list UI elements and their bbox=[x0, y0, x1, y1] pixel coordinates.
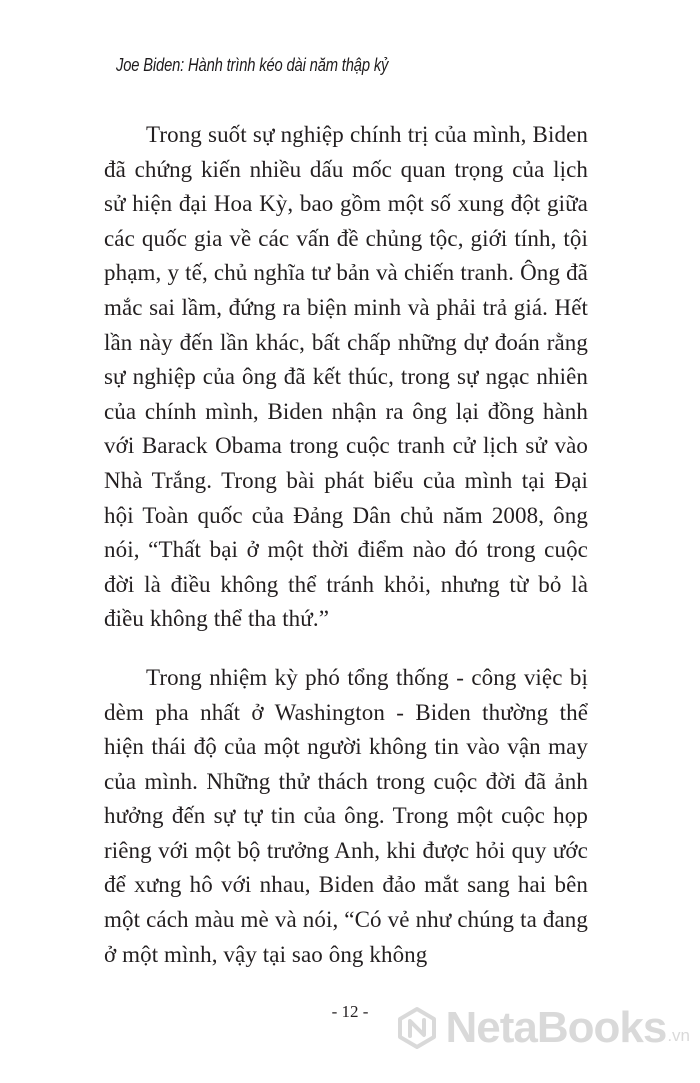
running-header: Joe Biden: Hành trình kéo dài năm thập kỷ bbox=[116, 55, 389, 75]
netabooks-logo-icon bbox=[395, 1006, 439, 1050]
page-number: - 12 - bbox=[331, 1002, 369, 1021]
watermark-name: NetaBooks bbox=[445, 1003, 667, 1052]
paragraph: Trong suốt sự nghiệp chính trị của mình, Biden đã chứng kiến nhiều dấu mốc quan trọng của lịch sử hiện đại Hoa Kỳ, bao gồm một số xung đột giữa các quốc gia về các vấn đề chủng tộc, giới tính, tội phạm, y tế, chủ nghĩa tư bản và chiến tranh. Ông đã mắc sai lầm, đứng ra biện minh và phải trả giá. Hết lần này đến lần khác, bất chấp những dự đoán rằng sự nghiệp của ông đã kết thúc, trong sự ngạc nhiên của chính mình, Biden nhận ra ông lại đồng hành với Barack Obama trong cuộc tranh cử lịch sử vào Nhà Trắng. Trong bài phát biểu của mình tại Đại hội Toàn quốc của Đảng Dân chủ năm 2008, ông nói, “Thất bại ở một thời điểm nào đó trong cuộc đời là điều không thể tránh khỏi, nhưng từ bỏ là điều không thể tha thứ.” bbox=[104, 122, 588, 632]
paragraph: Trong nhiệm kỳ phó tổng thống - công việc bị dèm pha nhất ở Washington - Biden thường thể hiện thái độ của một người không tin vào vận may của mình. Những thử thách trong cuộc đời đã ảnh hưởng đến sự tự tin của ông. Trong một cuộc họp riêng với một bộ trưởng Anh, khi được hỏi quy ước để xưng hô với nhau, Biden đảo mắt sang hai bên một cách màu mè và nói, “Có vẻ như chúng ta đang ở một mình, vậy tại sao ông không bbox=[104, 664, 588, 967]
watermark-suffix: .vn bbox=[667, 1026, 690, 1045]
page-body bbox=[104, 118, 588, 972]
watermark bbox=[395, 1003, 690, 1052]
